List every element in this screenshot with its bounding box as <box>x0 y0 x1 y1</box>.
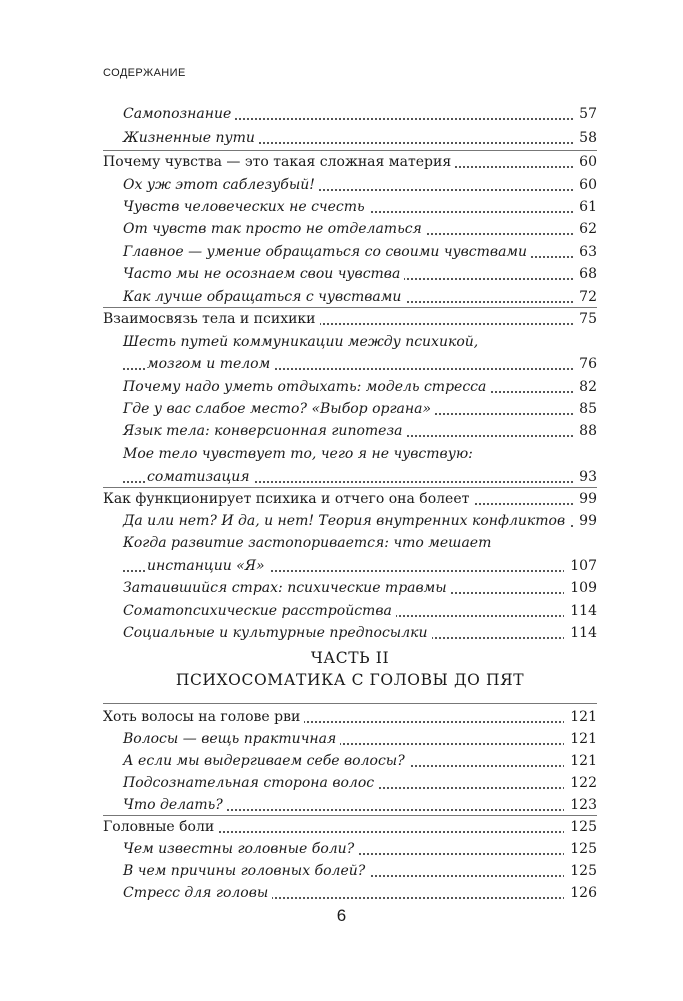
entry-page: 72 <box>573 286 597 308</box>
entry-page: 57 <box>573 103 597 125</box>
entry-page: 121 <box>564 728 597 750</box>
entry-title: Взаимосвязь тела и психики <box>103 308 320 330</box>
part-title: ПСИХОСОМАТИКА С ГОЛОВЫ ДО ПЯТ <box>175 671 525 689</box>
toc-entry-first-line[interactable] <box>103 532 597 554</box>
toc-entry[interactable] <box>103 127 597 149</box>
toc-entry[interactable] <box>103 308 597 330</box>
entry-title: Жизненные пути <box>123 127 259 149</box>
entry-title: Чувств человеческих не счесть <box>123 196 369 218</box>
entry-title: От чувств так просто не отделаться <box>123 218 426 240</box>
toc-entry[interactable] <box>103 196 597 218</box>
toc-entry[interactable] <box>103 600 597 622</box>
entry-title: Что делать? <box>123 794 227 816</box>
toc-entry[interactable] <box>103 706 597 728</box>
entry-page: 88 <box>573 420 597 442</box>
toc-entry[interactable] <box>103 510 597 532</box>
toc-entry[interactable] <box>103 151 597 173</box>
toc-entry[interactable] <box>103 218 597 240</box>
section-divider <box>103 487 597 488</box>
entry-title: Хоть волосы на голове рви <box>103 706 304 728</box>
entry-title: Чем известны головные боли? <box>123 838 358 860</box>
entry-title: Когда развитие застопоривается: что мешает <box>123 532 495 554</box>
toc-entry[interactable] <box>103 772 597 794</box>
section-divider <box>103 307 597 308</box>
toc-entry-first-line[interactable] <box>103 331 597 353</box>
toc-entry[interactable] <box>103 555 597 577</box>
section-divider <box>103 815 597 816</box>
entry-page: 60 <box>573 151 597 173</box>
entry-page: 121 <box>564 706 597 728</box>
toc-entry[interactable] <box>103 263 597 285</box>
entry-title: Соматопсихические расстройства <box>123 600 396 622</box>
toc-entry[interactable] <box>103 174 597 196</box>
entry-title: Затаившийся страх: психические травмы <box>123 577 451 599</box>
entry-title: Подсознательная сторона волос <box>123 772 378 794</box>
running-head: СОДЕРЖАНИЕ <box>103 67 186 79</box>
entry-page: 93 <box>573 466 597 488</box>
toc-entry[interactable] <box>103 882 597 904</box>
entry-page: 60 <box>573 174 597 196</box>
entry-title: Как лучше обращаться с чувствами <box>123 286 405 308</box>
entry-title: Язык тела: конверсионная гипотеза <box>123 420 406 442</box>
toc-entry[interactable] <box>103 816 597 838</box>
page-number: 6 <box>336 906 347 925</box>
entry-page: 123 <box>564 794 597 816</box>
entry-page: 76 <box>573 353 597 375</box>
entry-page: 126 <box>564 882 597 904</box>
entry-page: 121 <box>564 750 597 772</box>
entry-page: 61 <box>573 196 597 218</box>
entry-page: 75 <box>573 308 597 330</box>
entry-title: Почему чувства — это такая сложная материя <box>103 151 455 173</box>
entry-page: 85 <box>573 398 597 420</box>
entry-title: Почему надо уметь отдыхать: модель стресса <box>123 376 490 398</box>
entry-title: Мое тело чувствует то, чего я не чувствую: <box>123 443 477 465</box>
entry-page: 58 <box>573 127 597 149</box>
entry-title: соматизация <box>147 466 254 488</box>
entry-page: 99 <box>573 488 597 510</box>
part-label: ЧАСТЬ II <box>310 649 390 667</box>
toc-entry[interactable] <box>103 376 597 398</box>
entry-title: А если мы выдергиваем себе волосы? <box>123 750 409 772</box>
entry-page: 122 <box>564 772 597 794</box>
toc-entry[interactable] <box>103 750 597 772</box>
toc-entry[interactable] <box>103 838 597 860</box>
entry-title: Да или нет? И да, и нет! Теория внутренних конфликтов <box>123 510 569 532</box>
toc-entry[interactable] <box>103 860 597 882</box>
entry-title: Ох уж этот саблезубый! <box>123 174 319 196</box>
entry-title: Головные боли <box>103 816 218 838</box>
entry-page: 125 <box>564 860 597 882</box>
toc-entry[interactable] <box>103 353 597 375</box>
entry-title: мозгом и телом <box>147 353 274 375</box>
entry-page: 125 <box>564 838 597 860</box>
entry-page: 68 <box>573 263 597 285</box>
toc-entry[interactable] <box>103 622 597 644</box>
entry-title: Где у вас слабое место? «Выбор органа» <box>123 398 435 420</box>
toc-entry-first-line[interactable] <box>103 443 597 465</box>
entry-page: 109 <box>564 577 597 599</box>
entry-title: Социальные и культурные предпосылки <box>123 622 432 644</box>
toc-entry[interactable] <box>103 577 597 599</box>
toc-entry[interactable] <box>103 794 597 816</box>
entry-title: В чем причины головных болей? <box>123 860 369 882</box>
entry-page: 63 <box>573 241 597 263</box>
entry-title: инстанции «Я» <box>147 555 269 577</box>
toc-entry[interactable] <box>103 103 597 125</box>
entry-page: 99 <box>573 510 597 532</box>
toc-entry[interactable] <box>103 488 597 510</box>
section-divider <box>103 150 597 151</box>
toc-entry[interactable] <box>103 420 597 442</box>
toc-entry[interactable] <box>103 286 597 308</box>
toc-entry[interactable] <box>103 728 597 750</box>
entry-title: Часто мы не осознаем свои чувства <box>123 263 404 285</box>
entry-title: Стресс для головы <box>123 882 272 904</box>
toc-entry[interactable] <box>103 466 597 488</box>
entry-page: 82 <box>573 376 597 398</box>
entry-page: 62 <box>573 218 597 240</box>
entry-title: Шесть путей коммуникации между психикой, <box>123 331 482 353</box>
entry-title: Самопознание <box>123 103 235 125</box>
entry-page: 107 <box>564 555 597 577</box>
entry-title: Как функционирует психика и отчего она болеет <box>103 488 473 510</box>
entry-page: 114 <box>564 622 597 644</box>
entry-title: Волосы — вещь практичная <box>123 728 340 750</box>
section-divider <box>103 703 597 704</box>
entry-title: Главное — умение обращаться со своими чувствами <box>123 241 531 263</box>
entry-page: 125 <box>564 816 597 838</box>
toc-entry[interactable] <box>103 241 597 263</box>
toc-entry[interactable] <box>103 398 597 420</box>
entry-page: 114 <box>564 600 597 622</box>
